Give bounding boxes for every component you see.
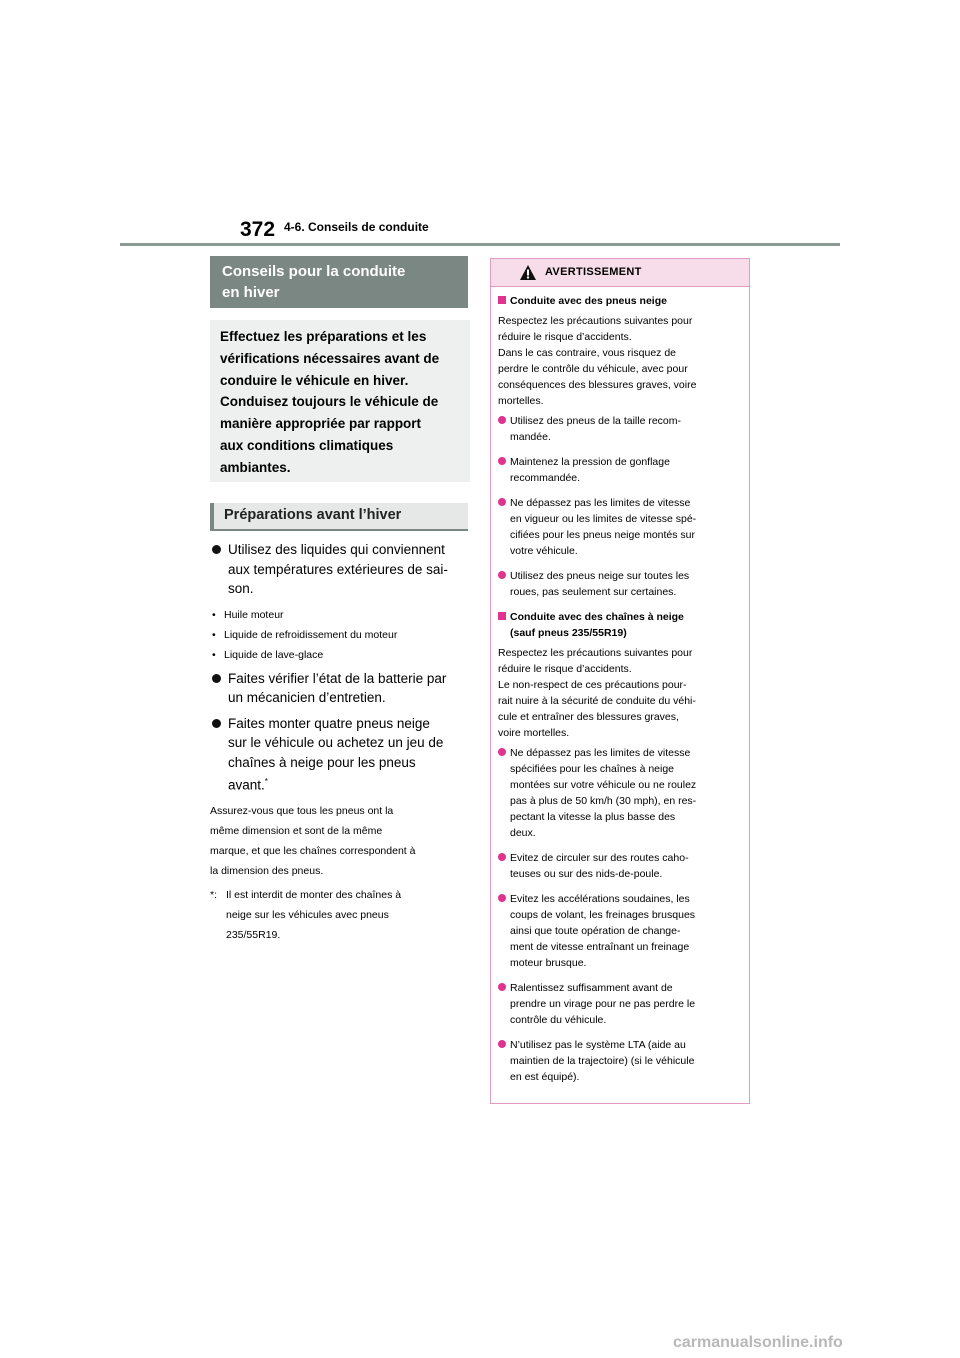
text-line: votre véhicule. [510, 545, 578, 557]
bullet-dot-icon [212, 719, 221, 728]
text-line: Dans le cas contraire, vous risquez de [498, 347, 677, 359]
text-line: réduire le risque d’accidents. [498, 663, 632, 675]
text-line: maintien de la trajectoire) (si le véhicule [510, 1055, 695, 1067]
text-line: deux. [510, 827, 536, 839]
warning-body [491, 287, 749, 1085]
header-rule [120, 243, 840, 246]
text-line: ainsi que toute opération de change- [510, 925, 681, 937]
text-line: réduire le risque d’accidents. [498, 331, 632, 343]
bullet-dot-icon [212, 545, 221, 554]
list-item: • Liquide de refroidissement du moteur [210, 625, 470, 645]
left-column [210, 540, 470, 945]
circle-bullet-icon [498, 983, 506, 991]
title-line: Conseils pour la conduite [222, 263, 406, 280]
circle-bullet-icon [498, 1040, 506, 1048]
title-line: en hiver [222, 284, 280, 301]
text-line: rait nuire à la sécurité de conduite du véhi- [498, 695, 696, 707]
intro-line: Effectuez les préparations et les [220, 329, 427, 344]
bullet-battery [210, 669, 470, 708]
text-line: en vigueur ou les limites de vitesse spé- [510, 513, 697, 525]
warning-text [498, 645, 741, 741]
paragraph-line: marque, et que les chaînes correspondent à [210, 845, 416, 857]
footnote [210, 885, 470, 945]
fluid-list [210, 605, 470, 665]
text-line: ment de vitesse entraînant un freinage [510, 941, 690, 953]
footnote-ref: * [264, 777, 268, 786]
text-line: montées sur votre véhicule ou ne roulez [510, 779, 697, 791]
intro-line: Conduisez toujours le véhicule de [220, 394, 439, 410]
bullet-line [228, 772, 470, 795]
text-line: cule et entraîner des blessures graves, [498, 711, 679, 723]
text-line: teuses ou sur des nids-de-poule. [510, 868, 663, 880]
text-line: spécifiées pour les chaînes à neige [510, 763, 675, 775]
text-line: moteur brusque. [510, 957, 587, 969]
warning-bullet [498, 850, 741, 882]
bullet-line: chaînes à neige pour les pneus [228, 754, 416, 770]
text-line: Maintenez la pression de gonflage [510, 456, 670, 468]
text-line: mandée. [510, 431, 551, 443]
paragraph-line: même dimension et sont de la même [210, 825, 383, 837]
circle-bullet-icon [498, 894, 506, 902]
warning-box [490, 258, 750, 1104]
text-line: Ne dépassez pas les limites de vitesse [510, 497, 691, 509]
text-line: Utilisez des pneus de la taille recom- [510, 415, 681, 427]
intro-line: conduire le véhicule en hiver. [220, 372, 409, 388]
footnote-line: neige sur les véhicules avec pneus [226, 909, 389, 921]
warning-bullet [498, 980, 741, 1028]
watermark: carmanualsonline.info [673, 1334, 843, 1351]
text-line: Utilisez des pneus neige sur toutes les [510, 570, 690, 582]
subtitle-text: Conduite avec des pneus neige [510, 295, 667, 307]
square-bullet-icon [498, 612, 506, 620]
section-title: 4-6. Conseils de conduite [284, 220, 429, 234]
subtitle-text: (sauf pneus 235/55R19) [510, 627, 627, 639]
square-bullet-icon [498, 296, 506, 304]
warning-bullet [498, 745, 741, 841]
text-line: Ralentissez suffisamment avant de [510, 982, 673, 994]
text-line: mortelles. [498, 395, 544, 407]
text-line: N’utilisez pas le système LTA (aide au [510, 1039, 686, 1051]
bullet-line: Faites vérifier l’état de la batterie par [228, 670, 447, 686]
circle-bullet-icon [498, 498, 506, 506]
page-number: 372 [240, 218, 276, 241]
text-line: recommandée. [510, 472, 581, 484]
bullet-text: avant. [228, 777, 265, 793]
text-line: voire mortelles. [498, 727, 570, 739]
text-line: perdre le contrôle du véhicule, avec pour [498, 363, 688, 375]
bullet-dot-icon [212, 674, 221, 683]
warning-bullet [498, 495, 741, 559]
circle-bullet-icon [498, 457, 506, 465]
paragraph-line: Assurez-vous que tous les pneus ont la [210, 805, 394, 817]
subtitle-text: Conduite avec des chaînes à neige [510, 611, 684, 623]
text-line: Respectez les précautions suivantes pour [498, 315, 693, 327]
warning-bullet [498, 891, 741, 971]
text-line: conséquences des blessures graves, voire [498, 379, 697, 391]
circle-bullet-icon [498, 853, 506, 861]
intro-line: manière appropriée par rapport [220, 416, 422, 432]
text-line: Evitez les accélérations soudaines, les [510, 893, 690, 905]
warning-bullet [498, 413, 741, 445]
text-line: coups de volant, les freinages brusques [510, 909, 696, 921]
intro-line: aux conditions climatiques [220, 437, 394, 453]
text-line: cifiées pour les pneus neige montés sur [510, 529, 696, 541]
footnote-line: Il est interdit de monter des chaînes à [226, 889, 402, 901]
text-line: Evitez de circuler sur des routes caho- [510, 852, 689, 864]
preparations-heading: Préparations avant l’hiver [210, 503, 468, 531]
intro-box [210, 320, 470, 482]
bullet-tires [210, 714, 470, 796]
list-item: • Liquide de lave-glace [210, 645, 470, 665]
warning-bullet [498, 454, 741, 486]
bullet-line: son. [228, 581, 254, 596]
text-line: en est équipé). [510, 1071, 580, 1083]
warning-subtitle [498, 609, 741, 641]
bullet-fluids [210, 540, 470, 599]
list-item: • Huile moteur [210, 605, 470, 625]
text-line: Ne dépassez pas les limites de vitesse [510, 747, 691, 759]
footnote-line: 235/55R19. [226, 929, 281, 941]
text-line: roues, pas seulement sur certaines. [510, 586, 677, 598]
warning-subtitle [498, 293, 741, 309]
circle-bullet-icon [498, 571, 506, 579]
circle-bullet-icon [498, 748, 506, 756]
text-line: pectant la vitesse la plus basse des [510, 811, 676, 823]
winter-tips-title [210, 256, 468, 308]
paragraph-line: la dimension des pneus. [210, 865, 324, 877]
warning-text [498, 313, 741, 409]
warning-label: AVERTISSEMENT [545, 266, 642, 278]
warning-header [491, 259, 749, 287]
bullet-line: Utilisez des liquides qui conviennent [228, 542, 445, 557]
text-line: prendre un virage pour ne pas perdre le [510, 998, 696, 1010]
intro-line: vérifications nécessaires avant de [220, 350, 440, 366]
bullet-line: aux températures extérieures de sai- [228, 561, 448, 577]
text-line: Le non-respect de ces précautions pour- [498, 679, 687, 691]
footnote-mark: *: [210, 889, 218, 901]
intro-line: ambiantes. [220, 459, 291, 475]
warning-triangle-icon [519, 264, 537, 281]
bullet-line: sur le véhicule ou achetez un jeu de [228, 735, 444, 750]
bullet-line: un mécanicien d’entretien. [228, 690, 386, 705]
text-line: Respectez les précautions suivantes pour [498, 647, 693, 659]
circle-bullet-icon [498, 416, 506, 424]
text-line: pas à plus de 50 km/h (30 mph), en res- [510, 795, 697, 807]
warning-bullet [498, 1037, 741, 1085]
warning-bullet [498, 568, 741, 600]
text-line: contrôle du véhicule. [510, 1014, 607, 1026]
bullet-line: Faites monter quatre pneus neige [228, 715, 430, 731]
